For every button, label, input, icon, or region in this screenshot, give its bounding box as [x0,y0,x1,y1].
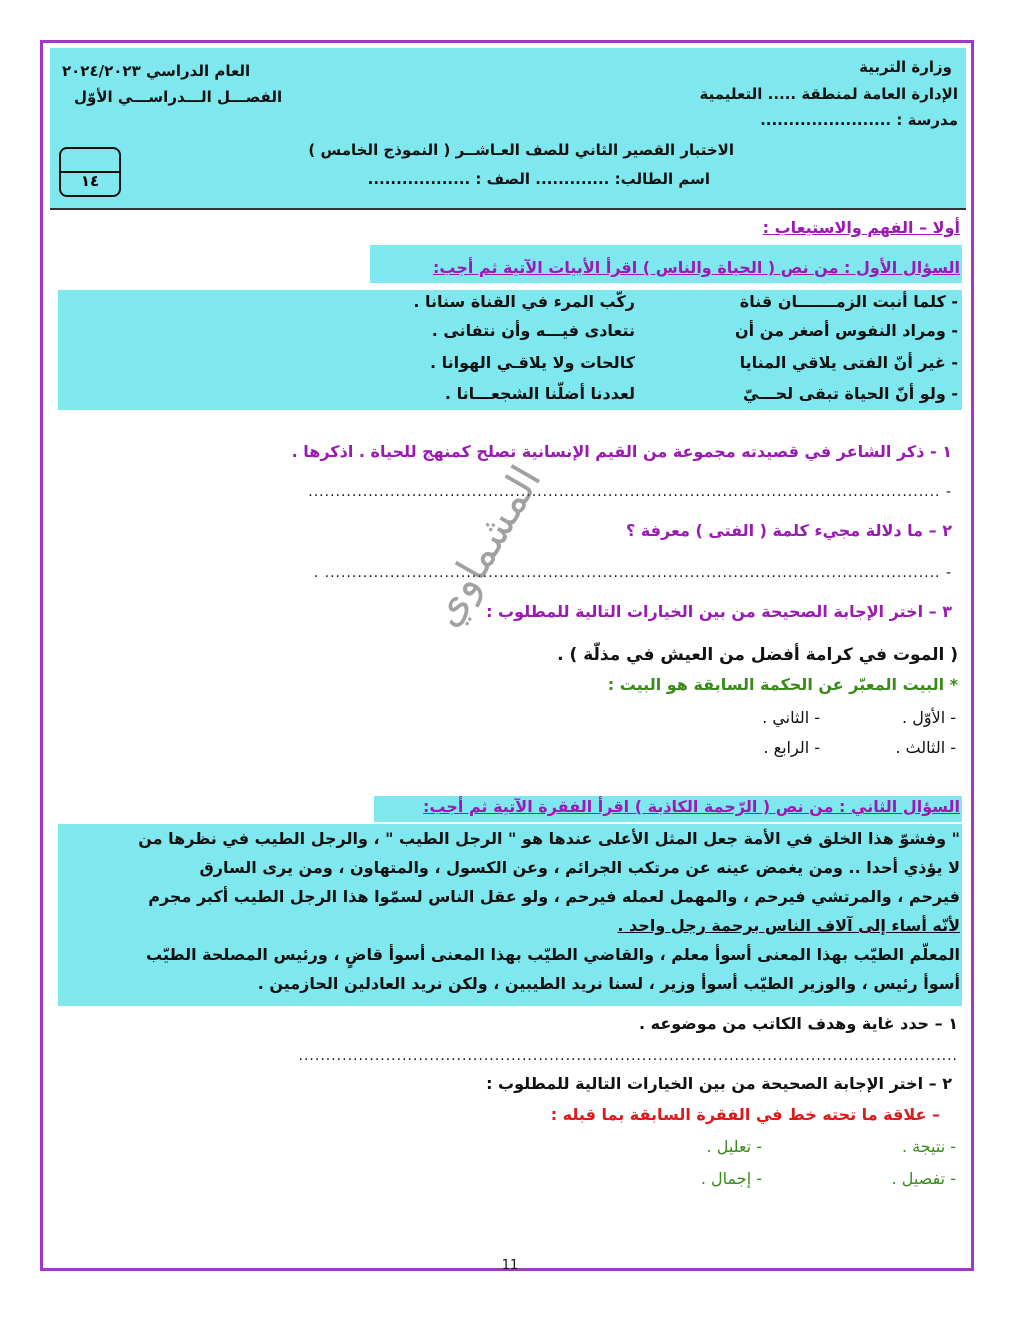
q2-2-sub: – علاقة ما تحته خط في الفقرة السابقة بما قبله : [550,1105,940,1124]
student-line: اسم الطالب: ............. الصف : .................. [367,170,710,188]
q1-2-answer: - ................................................................................................................. . [313,565,952,581]
q1-2: ٢ – ما دلالة مجيء كلمة ( الفتى ) معرفة ؟ [626,521,952,540]
para-line-1: " وفشوّ هذا الخلق في الأمة جعل المثل الأعلى عندها هو " الرجل الطيب " ، والرجل الطيب في نظرها من [138,829,960,848]
q2-choice-2: - تعليل . [706,1137,762,1156]
para-line-3: فيرحم ، والمرتشي فيرحم ، والمهمل لعمله فيرحم ، ولو عقل الناس لسمّوا هذا الرجل الطيب أكبر مجرم [148,887,960,906]
school: مدرسة : ....................... [760,111,958,129]
choice-1: - الأوّل . [902,708,956,727]
para-line-2: لا يؤذي أحدا .. ومن يغمض عينه عن مرتكب الجرائم ، وعن الكسول ، والمتهاون ، ومن يرى السارق [199,858,960,877]
para-line-4-underlined: لأنّه أساء إلى آلاف الناس برحمة رجل واحد . [617,916,960,935]
verse-1-right: - كلما أنبت الزمـــــــان قناة [739,292,958,311]
verse-3-right: - غير أنّ الفتى يلاقي المنايا [739,353,958,372]
exam-title: الاختبار القصير الثاني للصف العـاشــر ( النموذج الخامس ) [308,141,734,159]
page-number: 11 [501,1258,519,1273]
verse-1-left: ركّب المرء في القناة سنانا . [413,292,635,311]
directorate: الإدارة العامة لمنطقة ..... التعليمية [699,85,958,103]
verse-4-right: - ولو أنّ الحياة تبقى لحـــيّ [743,384,958,403]
q2-choice-1: - نتيجة . [901,1137,956,1156]
q2-1-answer: ......................................................................................................................... [298,1048,958,1064]
q2-choice-4: - إجمال . [700,1169,762,1188]
ministry: وزارة التربية [859,58,952,76]
wisdom: ( الموت في كرامة أفضل من العيش في مذلّة ) . [557,645,958,665]
para-line-6: أسوأ رئيس ، والوزير الطيّب أسوأ وزير ، لسنا نريد الطيبين ، ولكن نريد العادلين الحازمين . [257,974,960,993]
para-line-5: المعلّم الطيّب بهذا المعنى أسوأ معلم ، والقاضي الطيّب بهذا المعنى أسوأ قاضٍ ، ورئيس المصلحة الطيّب [146,945,960,964]
verse-3-left: كالحات ولا يلاقـي الهوانا . [429,353,635,372]
score-box [59,147,121,197]
q2-choice-3: - تفصيل . [891,1169,956,1188]
wisdom-question: * البيت المعبّر عن الحكمة السابقة هو البيت : [607,675,958,694]
academic-year: العام الدراسي ٢٠٢٤/٢٠٢٣ [62,62,251,80]
choice-2: - الثاني . [762,708,820,727]
semester: الفصـــل الـــدراســـي الأوّل [74,88,283,106]
paragraph [60,824,960,998]
q1-1: ١ - ذكر الشاعر في قصيدته مجموعة من القيم الإنسانية تصلح كمنهج للحياة . اذكرها . [291,442,952,461]
q2-1: ١ – حدد غاية وهدف الكاتب من موضوعه . [638,1014,958,1033]
score-value: ١٤ [80,172,100,190]
q1-title: السؤال الأول : من نص ( الحياة والناس ) اقرأ الأبيات الآتية ثم أجب: [432,258,960,277]
verse-2-right: - ومراد النفوس أصغر من أن [734,321,958,340]
q2-title: السؤال الثاني : من نص ( الرّحمة الكاذبة ) اقرأ الفقرة الآتية ثم أجب: [423,797,960,816]
watermark: المشماوي [420,457,551,635]
q1-3: ٣ – اختر الإجابة الصحيحة من بين الخيارات التالية للمطلوب : [486,602,952,621]
q2-2: ٢ – اختر الإجابة الصحيحة من بين الخيارات التالية للمطلوب : [486,1074,952,1093]
q1-1-answer: - .................................................................................................................... [308,484,952,500]
section1-title: أولا – الفهم والاستيعاب : [762,218,960,237]
verse-2-left: نتعادى فيـــه وأن نتفانى . [431,321,635,340]
verse-4-left: لعددنا أضلّنا الشجعـــانا . [444,384,635,403]
choice-4: - الرابع . [763,738,820,757]
header [50,48,966,210]
choice-3: - الثالث . [895,738,956,757]
